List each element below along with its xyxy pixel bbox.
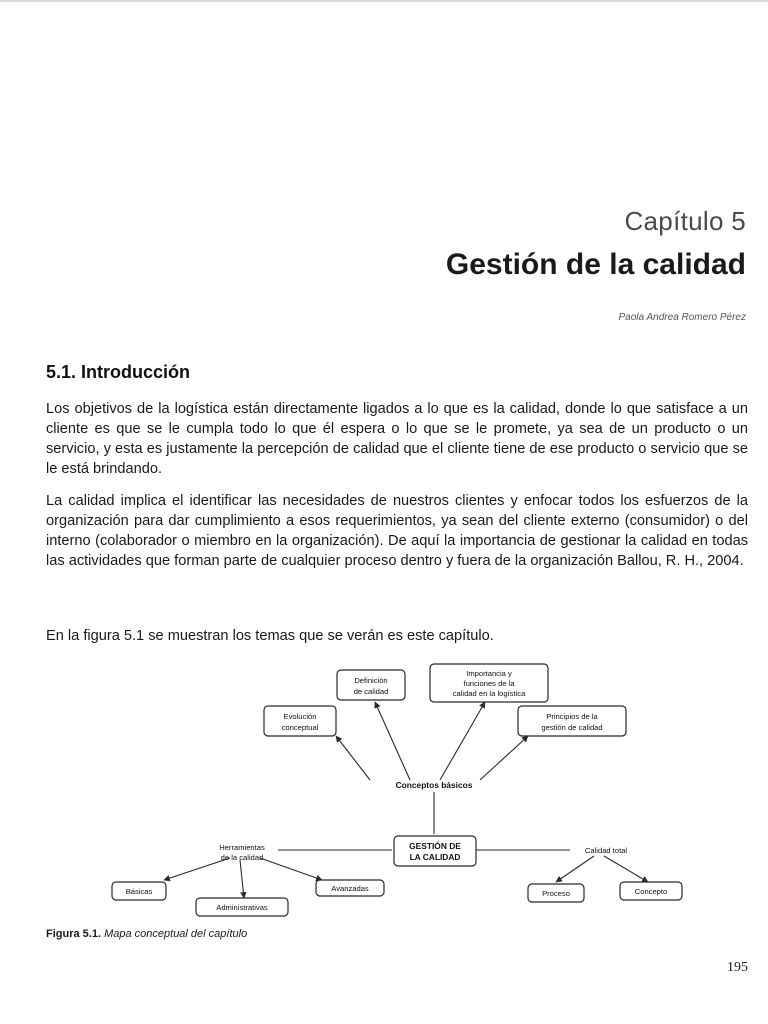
svg-text:de calidad: de calidad — [353, 687, 389, 696]
section-heading: 5.1. Introducción — [46, 362, 191, 382]
svg-text:Definición: Definición — [354, 676, 388, 685]
paragraph-3: En la figura 5.1 se muestran los temas que se verán es este capítulo. — [46, 628, 494, 644]
label-herramientas: Herramientas — [219, 843, 265, 852]
edge-conceptos-definicion — [375, 702, 410, 780]
node-definicion-calidad — [337, 670, 405, 700]
chapter-label: Capítulo 5 — [624, 206, 746, 236]
svg-text:Evolución: Evolución — [283, 712, 317, 721]
chapter-title: Gestión de la calidad — [445, 248, 746, 281]
svg-text:calidad en la logística: calidad en la logística — [452, 689, 526, 698]
svg-text:Proceso: Proceso — [542, 889, 570, 898]
svg-text:conceptual: conceptual — [281, 723, 319, 732]
node-administrativas — [196, 898, 288, 916]
edge-conceptos-importancia — [440, 702, 485, 780]
node-evolucion-conceptual — [264, 706, 336, 736]
node-importancia-calidad — [430, 664, 548, 702]
label-herramientas-line-2: de la calidad — [220, 853, 264, 862]
page-number: 195 — [727, 960, 748, 975]
figure-caption — [46, 928, 247, 940]
node-concepto — [620, 882, 682, 900]
svg-text:Básicas: Básicas — [125, 887, 153, 896]
node-gestion-calidad — [394, 836, 476, 866]
concept-map — [100, 658, 700, 924]
label-calidad-total: Calidad total — [584, 846, 628, 855]
edge-conceptos-principios — [480, 736, 528, 780]
node-proceso — [528, 884, 584, 902]
paragraph-2: La calidad implica el identificar las necesidades de nuestros clientes y enfocar todos los esfuerzos de la organización para dar cumplimiento a esos requerimientos, ya sean del cliente externo (consumidor) o del interno (colaborador o miembro en la organización). De aquí la importancia de gestionar la calidad en todas las actividades que forman parte de cualquier proceso dentro y fuera de la organización Ballou, R. H., 2004. — [46, 493, 748, 569]
label-conceptos-basicos: Conceptos básicos — [395, 780, 473, 790]
svg-text:LA CALIDAD: LA CALIDAD — [409, 852, 461, 862]
paragraph-1: Los objetivos de la logística están directamente ligados a lo que es la calidad, donde lo que satisface a un cliente es que se le cumpla todo lo que él espera o lo que se le promete, ya sea de un producto o un servicio, y esta es justamente la percepción de calidad que el cliente tiene de ese producto o servicio que se le está brindando. — [46, 401, 748, 477]
svg-text:funciones de la: funciones de la — [463, 679, 515, 688]
figure-caption-label: Figura 5.1. — [46, 928, 102, 940]
svg-text:gestión de calidad: gestión de calidad — [541, 723, 603, 732]
svg-text:Administrativas: Administrativas — [216, 903, 268, 912]
node-avanzadas — [316, 880, 384, 896]
svg-text:Importancia y: Importancia y — [466, 669, 512, 678]
edge-conceptos-evolucion — [336, 736, 370, 780]
edge-calidad-total-concepto — [604, 856, 648, 882]
svg-text:Avanzadas: Avanzadas — [331, 884, 369, 893]
node-basicas — [112, 882, 166, 900]
svg-text:Principios de la: Principios de la — [546, 712, 598, 721]
figure-caption-text: Mapa conceptual del capítulo — [104, 928, 248, 940]
author-name: Paola Andrea Romero Pérez — [618, 312, 746, 323]
edge-herramientas-administrativas — [240, 860, 244, 898]
edge-herramientas-avanzadas — [260, 858, 322, 880]
svg-text:GESTIÓN DE: GESTIÓN DE — [409, 841, 461, 851]
edge-calidad-total-proceso — [556, 856, 594, 882]
svg-text:Concepto: Concepto — [634, 887, 668, 896]
node-principios-gestion — [518, 706, 626, 736]
top-rule — [0, 0, 768, 2]
